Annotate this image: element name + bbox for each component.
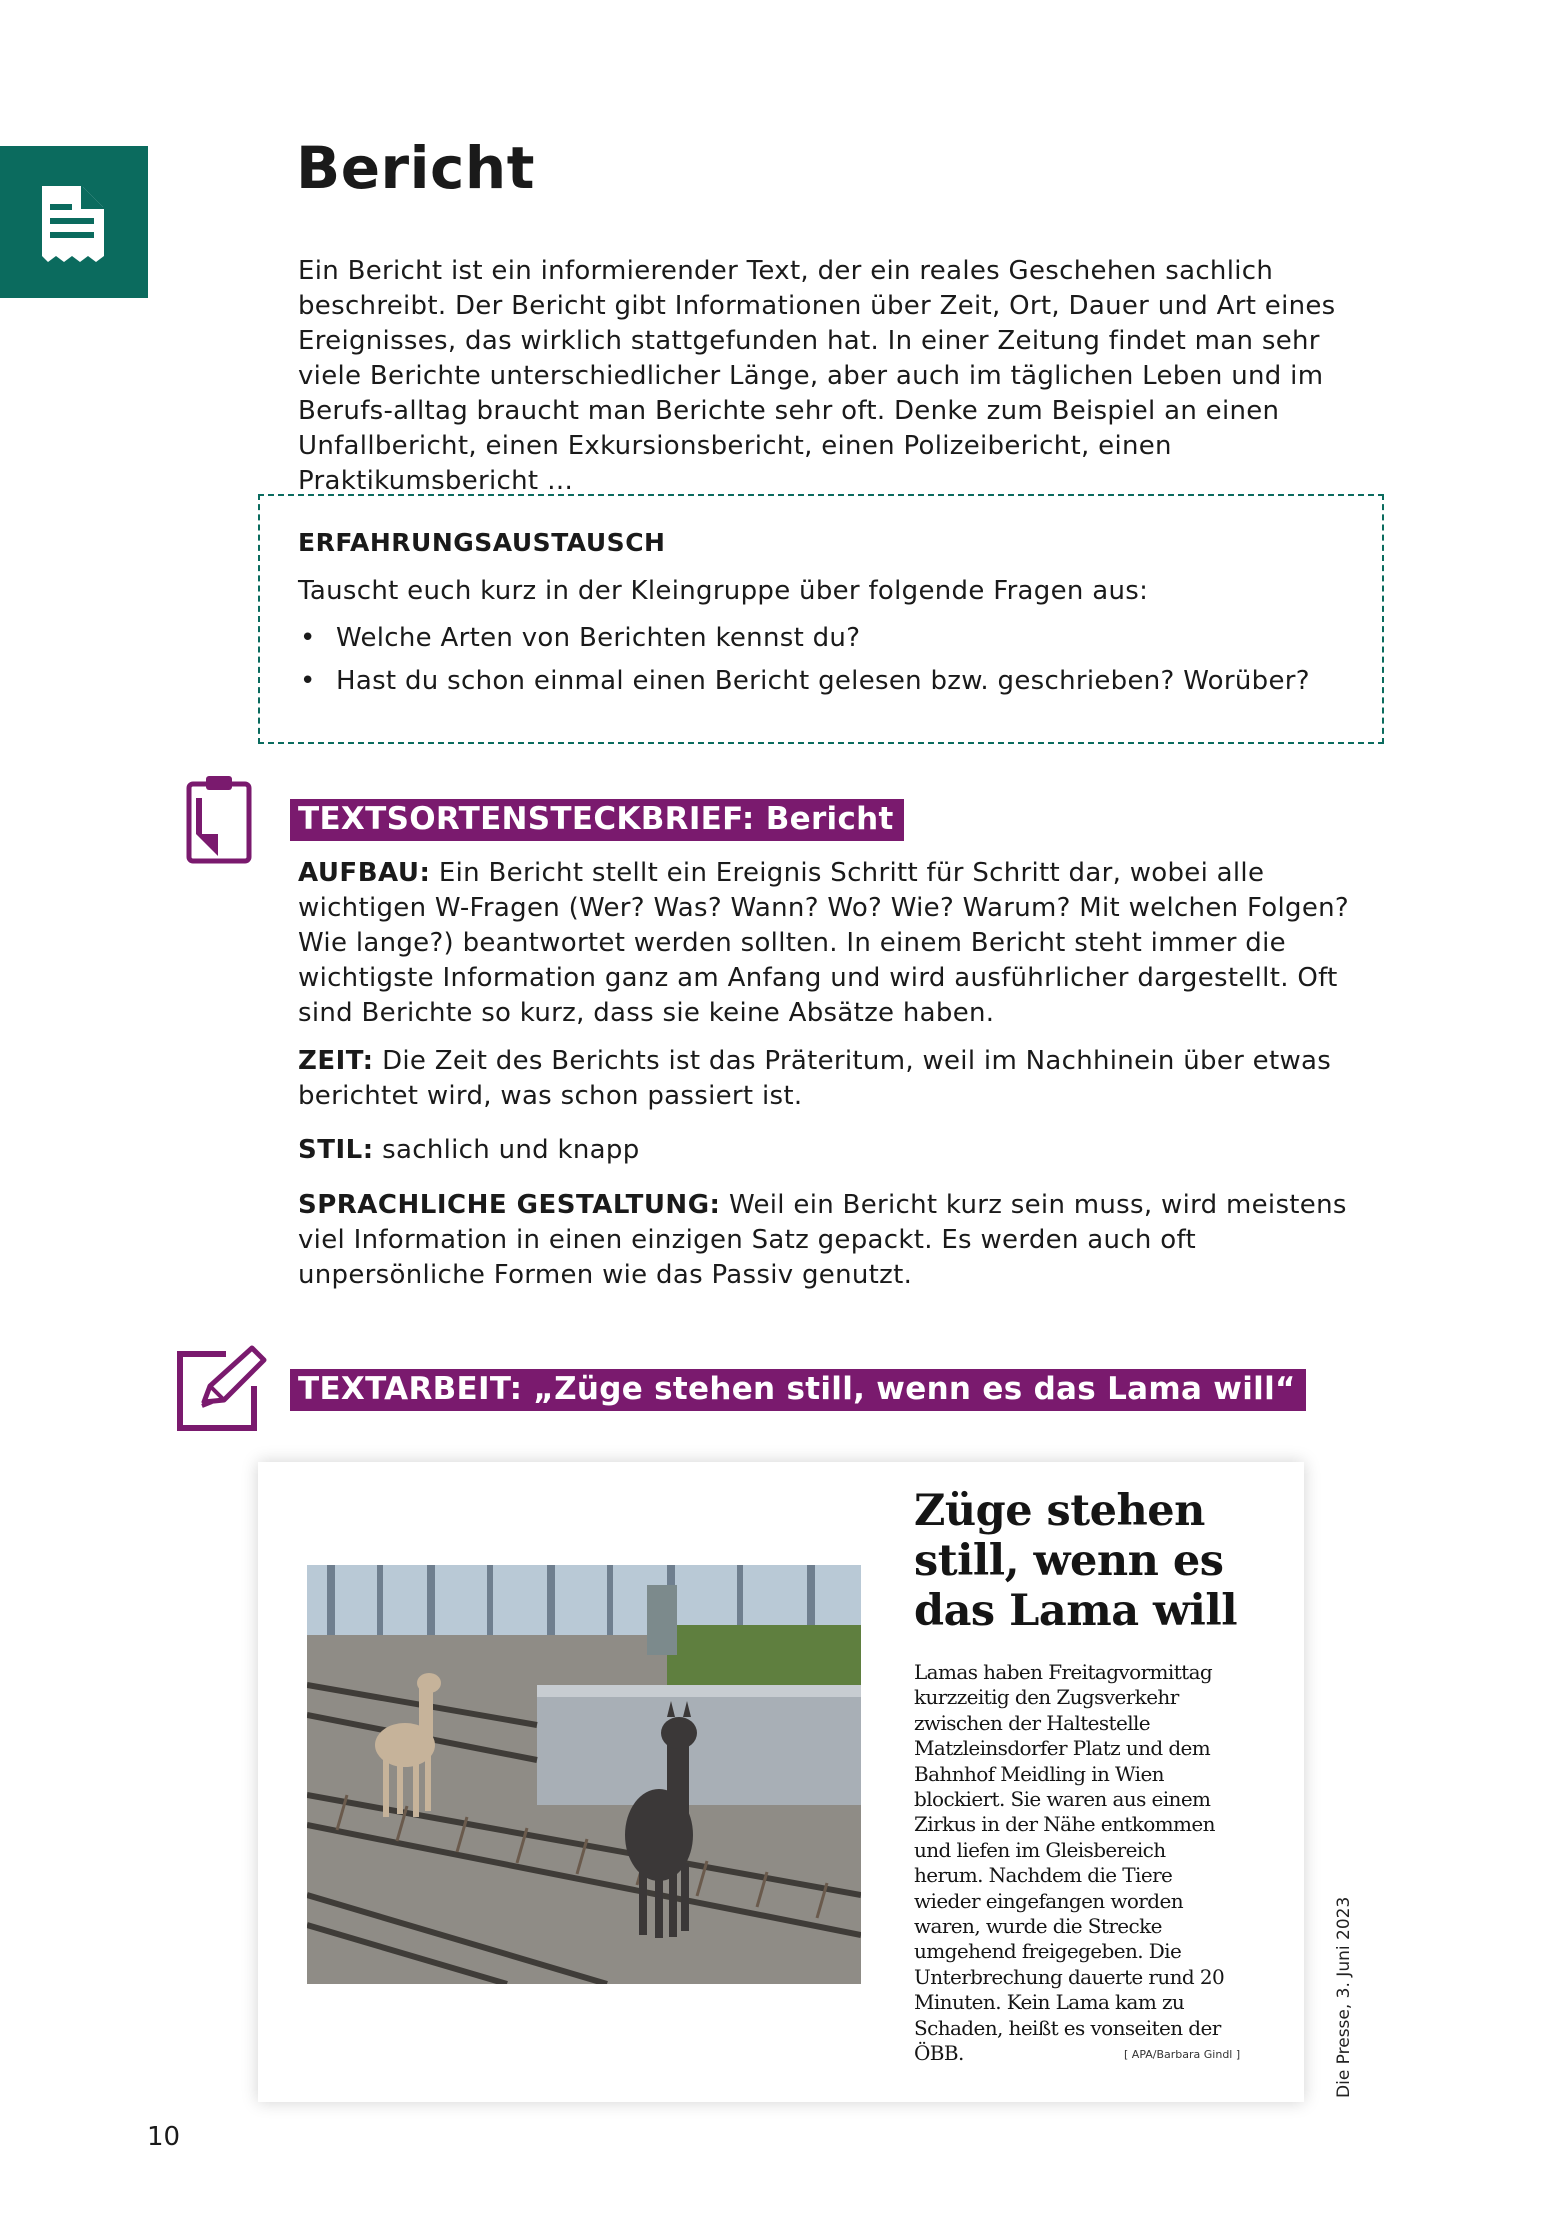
textarbeit-label: TEXTARBEIT: „Züge stehen still, wenn es das Lama will“ <box>290 1369 1306 1411</box>
page-number: 10 <box>147 2122 181 2152</box>
document-icon <box>38 184 108 264</box>
exchange-title: ERFAHRUNGSAUSTAUSCH <box>298 528 666 557</box>
exchange-question: • Welche Arten von Berichten kennst du? <box>298 617 1358 660</box>
document-tab <box>0 146 148 298</box>
zeit-label: ZEIT: <box>298 1046 374 1076</box>
article-body: Lamas haben Freitagvormittag kurzzeitig den Zugsverkehr zwischen der Haltestelle Matzleinsdorfer Platz und dem Bahnhof Meidling in Wien blockiert. Sie waren aus einem Zirkus in der Nähe entkommen und liefen im Gleisbereich herum. Nachdem die Tiere wieder eingefangen worden waren, wurde die Strecke umgehend freigegeben. Die Unterbrechung dauerte rund 20 Minuten. Kein Lama kam zu Schaden, heißt es vonseiten der ÖBB. <box>914 1660 1225 2066</box>
stil-paragraph <box>298 1133 1378 1168</box>
edit-icon <box>174 1342 270 1434</box>
article-headline: Züge stehen still, wenn es das Lama will <box>914 1486 1238 1636</box>
sprache-text: Weil ein Bericht kurz sein muss, wird meistens viel Information in einen einzigen Satz gepackt. Es werden auch oft unpersönliche Formen wie das Passiv genutzt. <box>298 1190 1347 1290</box>
sprache-paragraph <box>298 1188 1378 1293</box>
aufbau-paragraph <box>298 856 1378 1031</box>
clipboard-icon <box>186 774 252 864</box>
stil-text: sachlich und knapp <box>373 1135 640 1165</box>
exchange-question: • Hast du schon einmal einen Bericht gelesen bzw. geschrieben? Worüber? <box>298 660 1358 703</box>
steckbrief-label: TEXTSORTENSTECKBRIEF: Bericht <box>290 799 904 841</box>
zeit-paragraph <box>298 1044 1378 1114</box>
stil-label: STIL: <box>298 1135 374 1165</box>
llama-photo <box>307 1565 861 1984</box>
aufbau-label: AUFBAU: <box>298 858 431 888</box>
page-title: Bericht <box>296 134 535 202</box>
intro-paragraph: Ein Bericht ist ein informierender Text, der ein reales Geschehen sachlich beschreibt. Der Bericht gibt Informationen über Zeit, Ort, Dauer und Art eines Ereignisses, das wirklich stattgefunden hat. In einer Zeitung findet man sehr viele Berichte unterschiedlicher Länge, aber auch im täglichen Leben und im Berufs-alltag braucht man Berichte sehr oft. Denke zum Beispiel an einen Unfallbericht, einen Exkursionsbericht, einen Polizeibericht, einen Praktikumsbericht … <box>298 256 1336 496</box>
exchange-intro: Tauscht euch kurz in der Kleingruppe über folgende Fragen aus: <box>298 576 1149 606</box>
llama-photo-illustration <box>307 1565 861 1984</box>
zeit-text: Die Zeit des Berichts ist das Präteritum, weil im Nachhinein über etwas berichtet wird, was schon passiert ist. <box>298 1046 1332 1111</box>
aufbau-text: Ein Bericht stellt ein Ereignis Schritt für Schritt dar, wobei alle wichtigen W-Fragen (Wer? Was? Wann? Wo? Wie? Warum? Mit welchen Folgen? Wie lange?) beantwortet werden sollten. In einem Bericht steht immer die wichtigste Information ganz am Anfang und wird ausführlicher dargestellt. Oft sind Berichte so kurz, dass sie keine Absätze haben. <box>298 858 1350 1028</box>
article-source: Die Presse, 3. Juni 2023 <box>1334 1896 1354 2098</box>
exchange-questions <box>298 617 1358 703</box>
sprache-label: SPRACHLICHE GESTALTUNG: <box>298 1190 721 1220</box>
photo-credit: [ APA/Barbara Gindl ] <box>1124 2048 1241 2061</box>
